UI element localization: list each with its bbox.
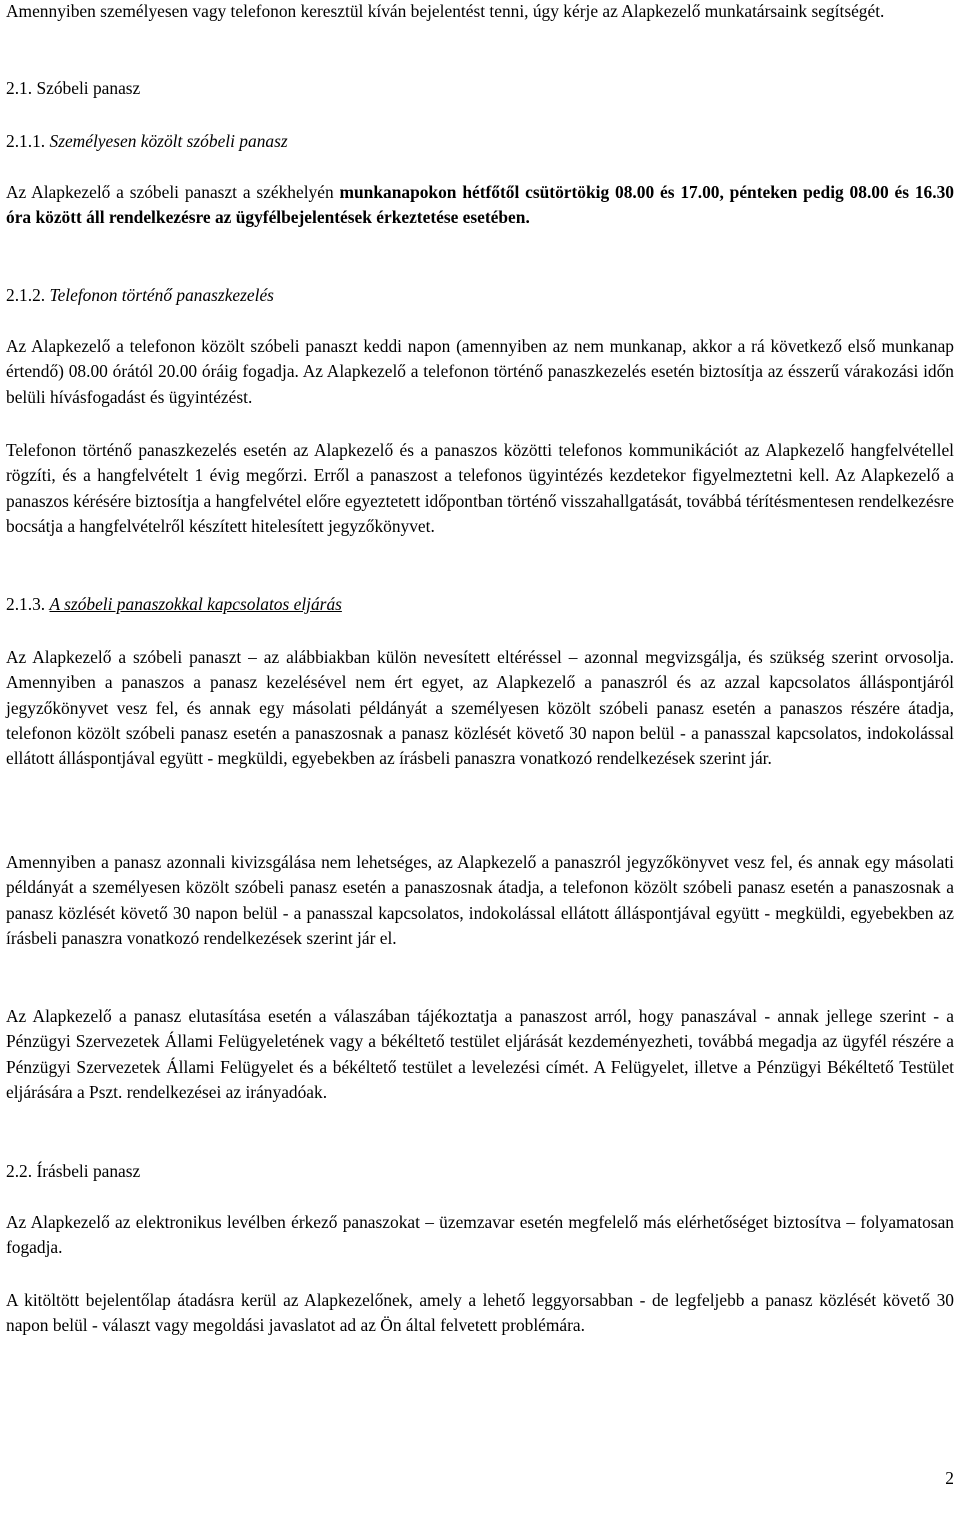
section-title: A szóbeli panaszokkal kapcsolatos eljárás: [49, 594, 342, 614]
procedure-paragraph-3: Az Alapkezelő a panasz elutasítása esetén a válaszában tájékoztatja a panaszost arról, hogy panaszával - annak jellege szerint - a Pénzügyi Szervezetek Állami Felügyeletének vagy a békéltető testület eljárását kezdeményezheti, továbbá megadja az ügyfél részére a Pénzügyi Szervezetek Állami Felügyelet és a békéltető testület a levelezési címét. A Felügyelet, illetve a Pénzügyi Békéltető Testület eljárására a Pszt. rendelkezései az irányadóak.: [6, 1006, 954, 1102]
personal-complaint-paragraph: [6, 180, 954, 231]
procedure-paragraph-2: Amennyiben a panasz azonnali kivizsgálása nem lehetséges, az Alapkezelő a panaszról jegyzőkönyvet vesz fel, és annak egy másolati példányát a személyesen közölt szóbeli panasz esetén a panaszosnak átadja, a telefonon közölt szóbeli panasz esetén a panaszosnak a panasz közlését követő 30 napon belül - a panasszal kapcsolatos, indokolással ellátott álláspontjával együtt - megküldi, egyebekben az írásbeli panaszra vonatkozó rendelkezések szerint jár el.: [6, 852, 954, 948]
phone-complaint-paragraph-1: Az Alapkezelő a telefonon közölt szóbeli panaszt keddi napon (amennyiben az nem munkanap, akkor a rá következő első munkanap értendő) 08.00 órától 20.00 óráig fogadja. Az Alapkezelő a telefonon történő panaszkezelés esetén biztosítja az ésszerű várakozási időn belüli hívásfogadást és ügyintézést.: [6, 336, 954, 407]
section-number: 2.1.: [6, 78, 33, 98]
section-number: 2.1.3.: [6, 594, 46, 614]
section-heading-2-2: [6, 1159, 140, 1184]
page-number: 2: [945, 1468, 954, 1488]
phone-complaint-paragraph-2: Telefonon történő panaszkezelés esetén az Alapkezelő és a panaszos közötti telefonos kommunikációt az Alapkezelő hangfelvétellel rögzíti, és a hangfelvételt 1 évig megőrzi. Erről a panaszost a telefonos ügyintézés kezdetekor figyelmeztetni kell. Az Alapkezelő a panaszos kérésére biztosítja a hangfelvétel előre egyeztetett időpontban történő visszahallgatását, továbbá térítésmentesen rendelkezésre bocsátja a hangfelvételről készített hitelesített jegyzőkönyvet.: [6, 440, 954, 536]
section-number: 2.2.: [6, 1161, 33, 1181]
section-heading-2-1-1: [6, 129, 288, 154]
section-heading-2-1-2: [6, 283, 274, 308]
section-number: 2.1.1.: [6, 131, 46, 151]
section-title: Telefonon történő panaszkezelés: [49, 285, 274, 305]
written-complaint-paragraph-1: Az Alapkezelő az elektronikus levélben érkező panaszokat – üzemzavar esetén megfelelő más elérhetőséget biztosítva – folyamatosan fogadja.: [6, 1212, 954, 1258]
intro-paragraph: Amennyiben személyesen vagy telefonon keresztül kíván bejelentést tenni, úgy kérje az Alapkezelő munkatársaink segítségét.: [6, 1, 885, 21]
section-title: Írásbeli panasz: [36, 1161, 141, 1181]
section-title: Szóbeli panasz: [36, 78, 141, 98]
section-title: Személyesen közölt szóbeli panasz: [49, 131, 288, 151]
procedure-paragraph-1: Az Alapkezelő a szóbeli panaszt – az alábbiakban külön nevesített eltéréssel – azonnal megvizsgálja, és szükség szerint orvosolja. Amennyiben a panaszos a panasz kezelésével nem ért egyet, az Alapkezelő a panaszról és az azzal kapcsolatos álláspontjáról jegyzőkönyvet vesz fel, és annak egy másolati példányát a személyesen közölt szóbeli panasz esetén a panaszos részére átadja, telefonon közölt szóbeli panasz esetén a panaszosnak a panasz közlését követő 30 napon belül - a panasszal kapcsolatos, indokolással ellátott álláspontjával együtt - megküldi, egyebekben az írásbeli panaszra vonatkozó rendelkezések szerint jár.: [6, 647, 954, 769]
personal-complaint-text: Az Alapkezelő a szóbeli panaszt a székhelyén: [6, 182, 340, 202]
written-complaint-paragraph-2: A kitöltött bejelentőlap átadásra kerül az Alapkezelőnek, amely a lehető leggyorsabban - de legfeljebb a panasz közlését követő 30 napon belül - választ vagy megoldási javaslatot ad az Ön által felvetett problémára.: [6, 1290, 954, 1336]
section-number: 2.1.2.: [6, 285, 46, 305]
section-heading-2-1-3: [6, 592, 342, 617]
office-hours-text: munkanapokon hétfőtől csütörtökig 08.00 és 17.00, pénteken pedig 08.00 és 16.30 óra között áll rendelkezésre az ügyfélbejelentések érkeztetése esetében.: [6, 182, 954, 228]
section-heading-2-1: [6, 76, 140, 101]
